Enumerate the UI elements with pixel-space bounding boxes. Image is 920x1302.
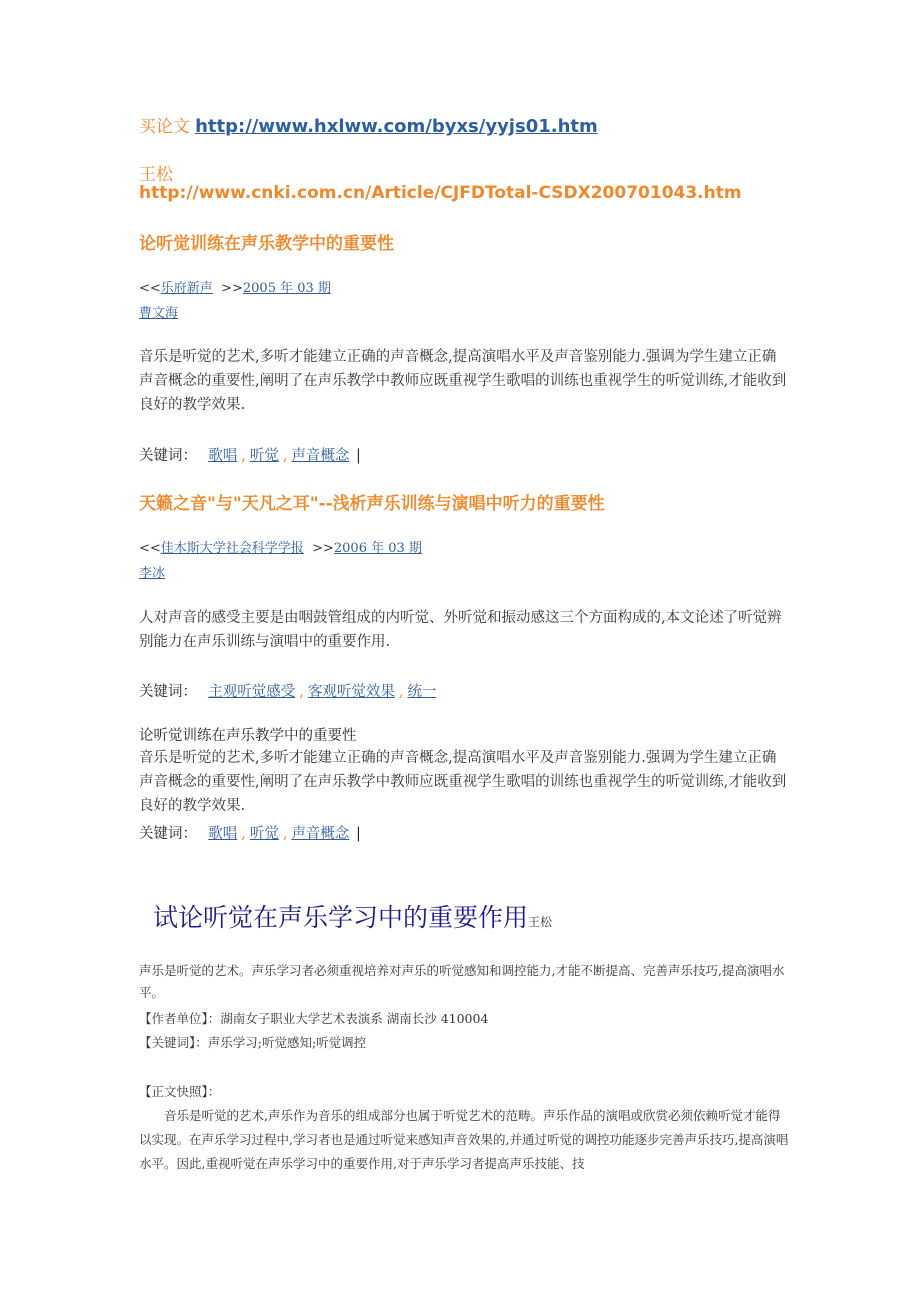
paper-affiliation: 【作者单位】：湖南女子职业大学艺术表演系 湖南长沙 410004 [139,1011,489,1026]
paper-title: 试论听觉在声乐学习中的重要作用 [153,903,529,932]
keyword-link[interactable]: 声音概念 [291,448,350,464]
keyword-separator: , [282,826,288,842]
article-1-issue-link[interactable]: 2005 年 03 期 [242,281,331,296]
source-prefix: << [139,281,161,296]
article-2-source-link[interactable]: 佳木斯大学社会科学学报 [160,541,304,556]
keyword-separator: , [241,448,246,464]
paper-keywords: 【关键词】：声乐学习;听觉感知;听觉调控 [139,1035,367,1050]
keyword-link[interactable]: 声音概念 [291,826,350,842]
buy-paper-line [139,112,598,137]
article-2-issue-link[interactable]: 2006 年 03 期 [333,541,422,556]
article-2-keywords [139,680,438,701]
keyword-link[interactable]: 听觉 [249,826,279,842]
keyword-trailing-bar: | [356,448,361,464]
buy-paper-link[interactable]: http://www.hxlww.com/byxs/yyjs01.htm [195,116,598,137]
issue-prefix: >> [312,541,334,556]
repeat-keywords [139,822,361,843]
keyword-link[interactable]: 歌唱 [208,448,238,464]
paper-author: 王松 [528,915,553,929]
keyword-link[interactable]: 听觉 [249,448,279,464]
keyword-link[interactable]: 主观听觉感受 [208,684,296,700]
keywords-label: 关键词： [139,448,197,464]
keyword-separator: , [282,448,288,464]
article-1-source-link[interactable]: 乐府新声 [160,281,213,296]
article-1-source-line [139,277,331,296]
issue-prefix: >> [221,281,243,296]
keyword-link[interactable]: 统一 [407,684,437,700]
article-1-keywords [139,444,361,465]
keywords-label: 关键词： [139,826,197,842]
repeat-title: 论听觉训练在声乐教学中的重要性 [139,728,357,744]
paper-snapshot-label: 【正文快照】： [139,1084,221,1099]
keyword-link[interactable]: 客观听觉效果 [307,684,395,700]
article-2-abstract: 人对声音的感受主要是由咽鼓管组成的内听觉、外听觉和振动感这三个方面构成的,本文论述了听觉辨别能力在声乐训练与演唱中的重要作用. [139,610,782,650]
article-1-abstract: 音乐是听觉的艺术,多听才能建立正确的声音概念,提高演唱水平及声音鉴别能力.强调为学生建立正确声音概念的重要性,阐明了在声乐教学中教师应既重视学生歌唱的训练也重视学生的听觉训练,才能收到良好的教学效果. [139,349,787,413]
keyword-separator: , [241,826,246,842]
repeat-abstract: 音乐是听觉的艺术,多听才能建立正确的声音概念,提高演唱水平及声音鉴别能力.强调为学生建立正确声音概念的重要性,阐明了在声乐教学中教师应既重视学生歌唱的训练也重视学生的听觉训练,才能收到良好的教学效果. [139,750,787,814]
article-2-author-link[interactable]: 李冰 [139,566,166,581]
keyword-separator: , [299,684,304,700]
article-1-author-line [139,302,178,321]
keyword-separator: , [398,684,404,700]
article-2-source-line [139,537,422,556]
keyword-link[interactable]: 歌唱 [208,826,238,842]
cnki-link[interactable]: http://www.cnki.com.cn/Article/CJFDTotal-CSDX200701043.htm [139,183,742,203]
keywords-label: 关键词： [139,684,197,700]
article-2-title[interactable]: 天籁之音"与"天凡之耳"--浅析声乐训练与演唱中听力的重要性 [139,494,605,514]
cnki-link-line [139,183,742,203]
keyword-trailing-bar: | [356,826,361,842]
buy-paper-label: 买论文 [139,117,190,137]
article-1-title[interactable]: 论听觉训练在声乐教学中的重要性 [139,234,394,254]
source-prefix: << [139,541,161,556]
article-2-author-line [139,562,165,581]
paper-title-line [153,898,552,934]
author-name: 王松 [139,165,173,185]
paper-body: 音乐是听觉的艺术,声乐作为音乐的组成部分也属于听觉艺术的范畴。声乐作品的演唱或欣赏必须依赖听觉才能得以实现。在声乐学习过程中,学习者也是通过听觉来感知声音效果的,并通过听觉的调控功能逐步完善声乐技巧,提高演唱水平。因此,重视听觉在声乐学习中的重要作用,对于声乐学习者提高声乐技能、技 [139,1108,789,1171]
article-1-author-link[interactable]: 曹文海 [139,306,179,321]
paper-summary: 声乐是听觉的艺术。声乐学习者必须重视培养对声乐的听觉感知和调控能力,才能不断提高、完善声乐技巧,提高演唱水平。 [139,963,785,1000]
